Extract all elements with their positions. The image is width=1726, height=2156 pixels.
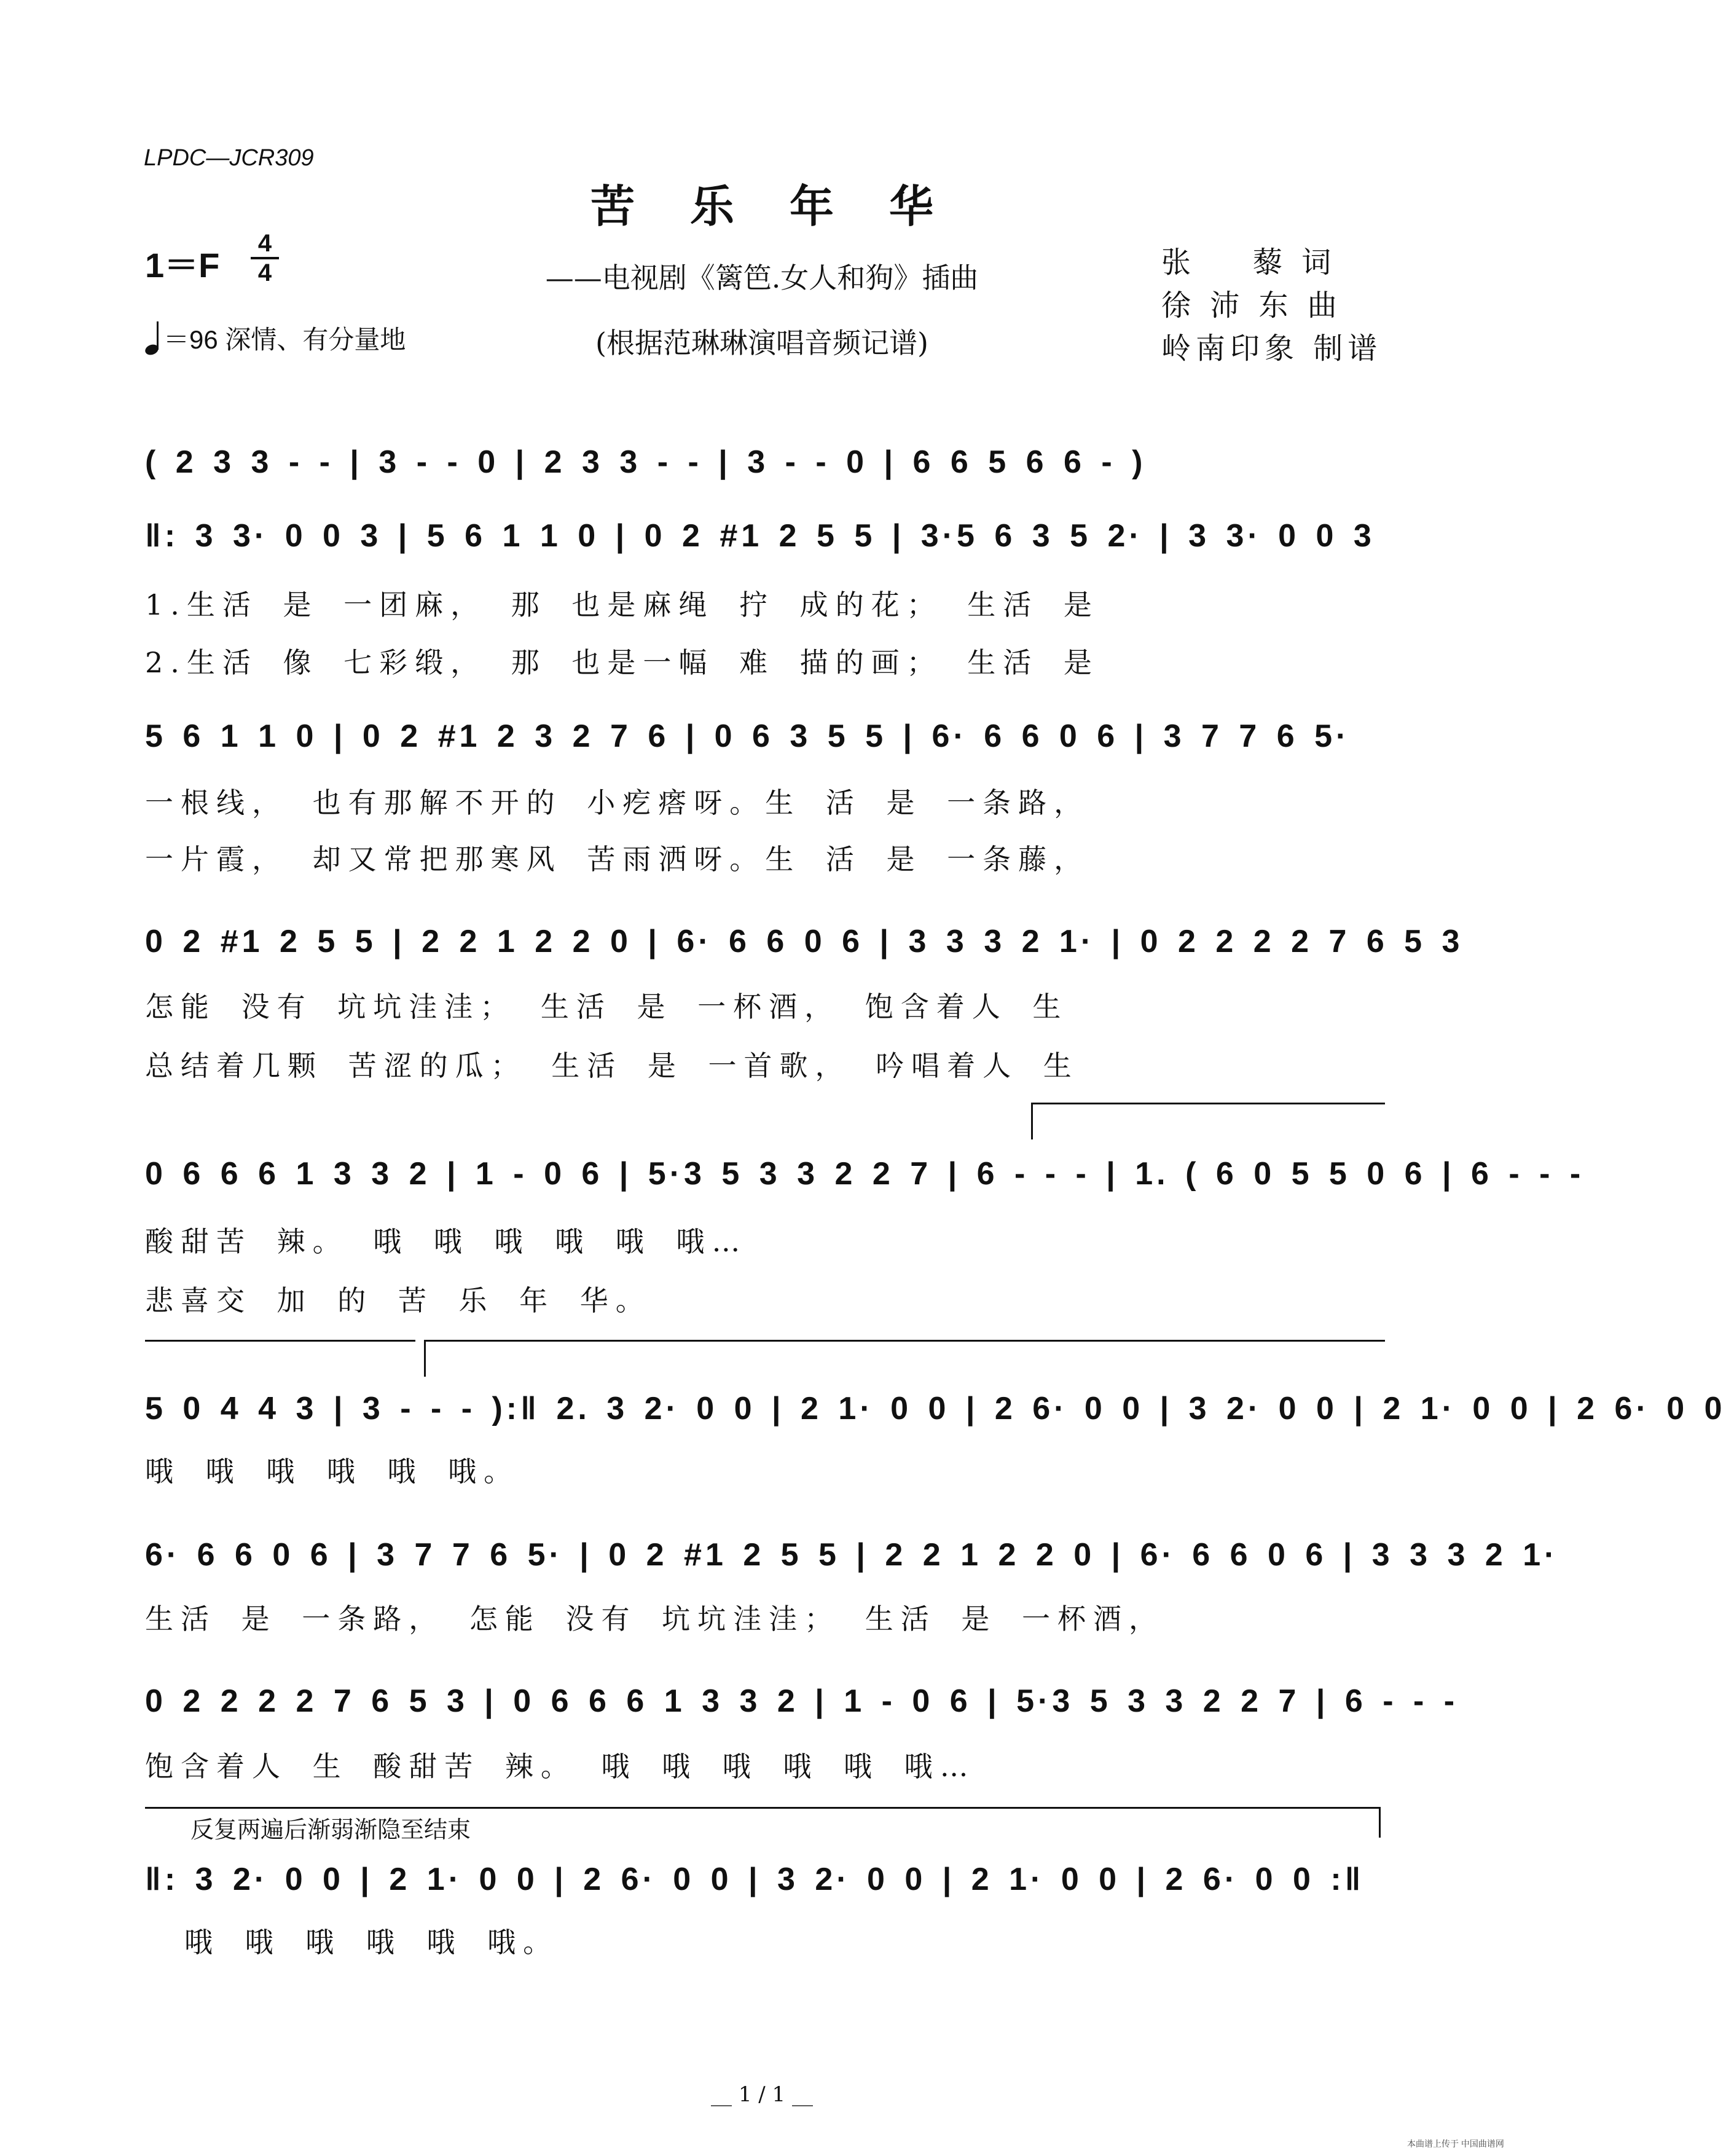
meter-top: 4 (257, 230, 272, 257)
lyric-line: 总结着几颗 苦涩的瓜； 生活 是 一首歌， 吟唱着人 生 (145, 1049, 1079, 1082)
credits (1161, 241, 1382, 370)
tempo-text: ＝96 深情、有分量地 (163, 325, 406, 354)
volta-bracket-2-edge (424, 1340, 426, 1377)
lyric-line: 酸甜苦 辣。 哦 哦 哦 哦 哦 哦… (145, 1225, 748, 1258)
credit-composer: 徐 沛 东 曲 (1161, 288, 1342, 323)
page-number: __ 1 / 1 __ (711, 2082, 813, 2107)
notation-line: 6· 6 6 0 6 | 3 7 7 6 5· | 0 2 #1 2 5 5 | 2 2 1 2 2 0 | 6· 6 6 0 6 | 3 3 3 2 1· (145, 1537, 1559, 1573)
meter-bottom: 4 (257, 259, 272, 286)
credit-lyricist: 张 藜 词 (1161, 245, 1336, 280)
source-note: (根据范琳琳演唱音频记谱) (595, 326, 928, 360)
lyric-line: 一片霞， 却又常把那寒风 苦雨洒呀。生 活 是 一条藤， (145, 843, 1090, 876)
dynamics-instruction: 反复两遍后渐弱渐隐至结束 (190, 1817, 471, 1843)
lyric-line: 2.生活 像 七彩缎， 那 也是一幅 难 描的画； 生活 是 (145, 646, 1099, 679)
notation-line: 0 2 2 2 2 7 6 5 3 | 0 6 6 6 1 3 3 2 | 1 - 0 6 | 5·3 5 3 3 2 2 7 | 6 - - - (145, 1683, 1459, 1719)
key-signature: 1＝F (145, 246, 220, 285)
lyric-line: 哦 哦 哦 哦 哦 哦。 (184, 1926, 559, 1959)
repeat-bracket (145, 1807, 1380, 1809)
notation-line: ‖: 3 3· 0 0 3 | 5 6 1 1 0 | 0 2 #1 2 5 5 | 3·5 6 3 5 2· | 3 3· 0 0 3 (145, 518, 1375, 554)
volta-bracket-2 (424, 1340, 1385, 1342)
subtitle: ——电视剧《篱笆.女人和狗》插曲 (545, 261, 979, 294)
volta-bracket-1-edge (1031, 1103, 1033, 1139)
volta-bracket-1 (1031, 1103, 1385, 1104)
lyric-line: 哦 哦 哦 哦 哦 哦。 (145, 1455, 520, 1488)
lyric-line: 怎能 没有 坑坑洼洼； 生活 是 一杯酒， 饱含着人 生 (145, 990, 1069, 1023)
lyric-line: 一根线， 也有那解不开的 小疙瘩呀。生 活 是 一条路， (145, 786, 1090, 819)
footer-credit: 本曲谱上传于 中国曲谱网 (1407, 2139, 1504, 2149)
score-code: LPDC—JCR309 (144, 145, 314, 171)
notation-line: 5 0 4 4 3 | 3 - - - ):‖ 2. 3 2· 0 0 | 2 1· 0 0 | 2 6· 0 0 | 3 2· 0 0 | 2 1· 0 0 | 2 6· 0 0 (145, 1391, 1726, 1426)
notation-line: 0 6 6 6 1 3 3 2 | 1 - 0 6 | 5·3 5 3 3 2 2 7 | 6 - - - | 1. ( 6 0 5 5 0 6 | 6 - - - (145, 1156, 1585, 1192)
lyric-line: 饱含着人 生 酸甜苦 辣。 哦 哦 哦 哦 哦 哦… (145, 1750, 976, 1783)
notation-line: ( 2 3 3 - - | 3 - - 0 | 2 3 3 - - | 3 - - 0 | 6 6 5 6 6 - ) (145, 444, 1147, 480)
notation-line: ‖: 3 2· 0 0 | 2 1· 0 0 | 2 6· 0 0 | 3 2· 0 0 | 2 1· 0 0 | 2 6· 0 0 :‖ (145, 1862, 1365, 1897)
page-title: 苦乐年华 (590, 180, 989, 232)
notation-line: 5 6 1 1 0 | 0 2 #1 2 3 2 7 6 | 0 6 3 5 5 | 6· 6 6 0 6 | 3 7 7 6 5· (145, 718, 1351, 754)
lyric-line: 1.生活 是 一团麻， 那 也是麻绳 拧 成的花； 生活 是 (145, 588, 1099, 621)
credit-transcriber: 岭南印象 制谱 (1161, 331, 1383, 366)
repeat-bracket-edge (1379, 1807, 1381, 1838)
notation-line: 0 2 #1 2 5 5 | 2 2 1 2 2 0 | 6· 6 6 0 6 | 3 3 3 2 1· | 0 2 2 2 2 7 6 5 3 (145, 924, 1464, 959)
lyric-line: 生活 是 一条路， 怎能 没有 坑坑洼洼； 生活 是 一杯酒， (145, 1602, 1164, 1635)
lyric-line: 悲喜交 加 的 苦 乐 年 华。 (145, 1284, 651, 1317)
volta-bracket-continuation (145, 1340, 415, 1342)
